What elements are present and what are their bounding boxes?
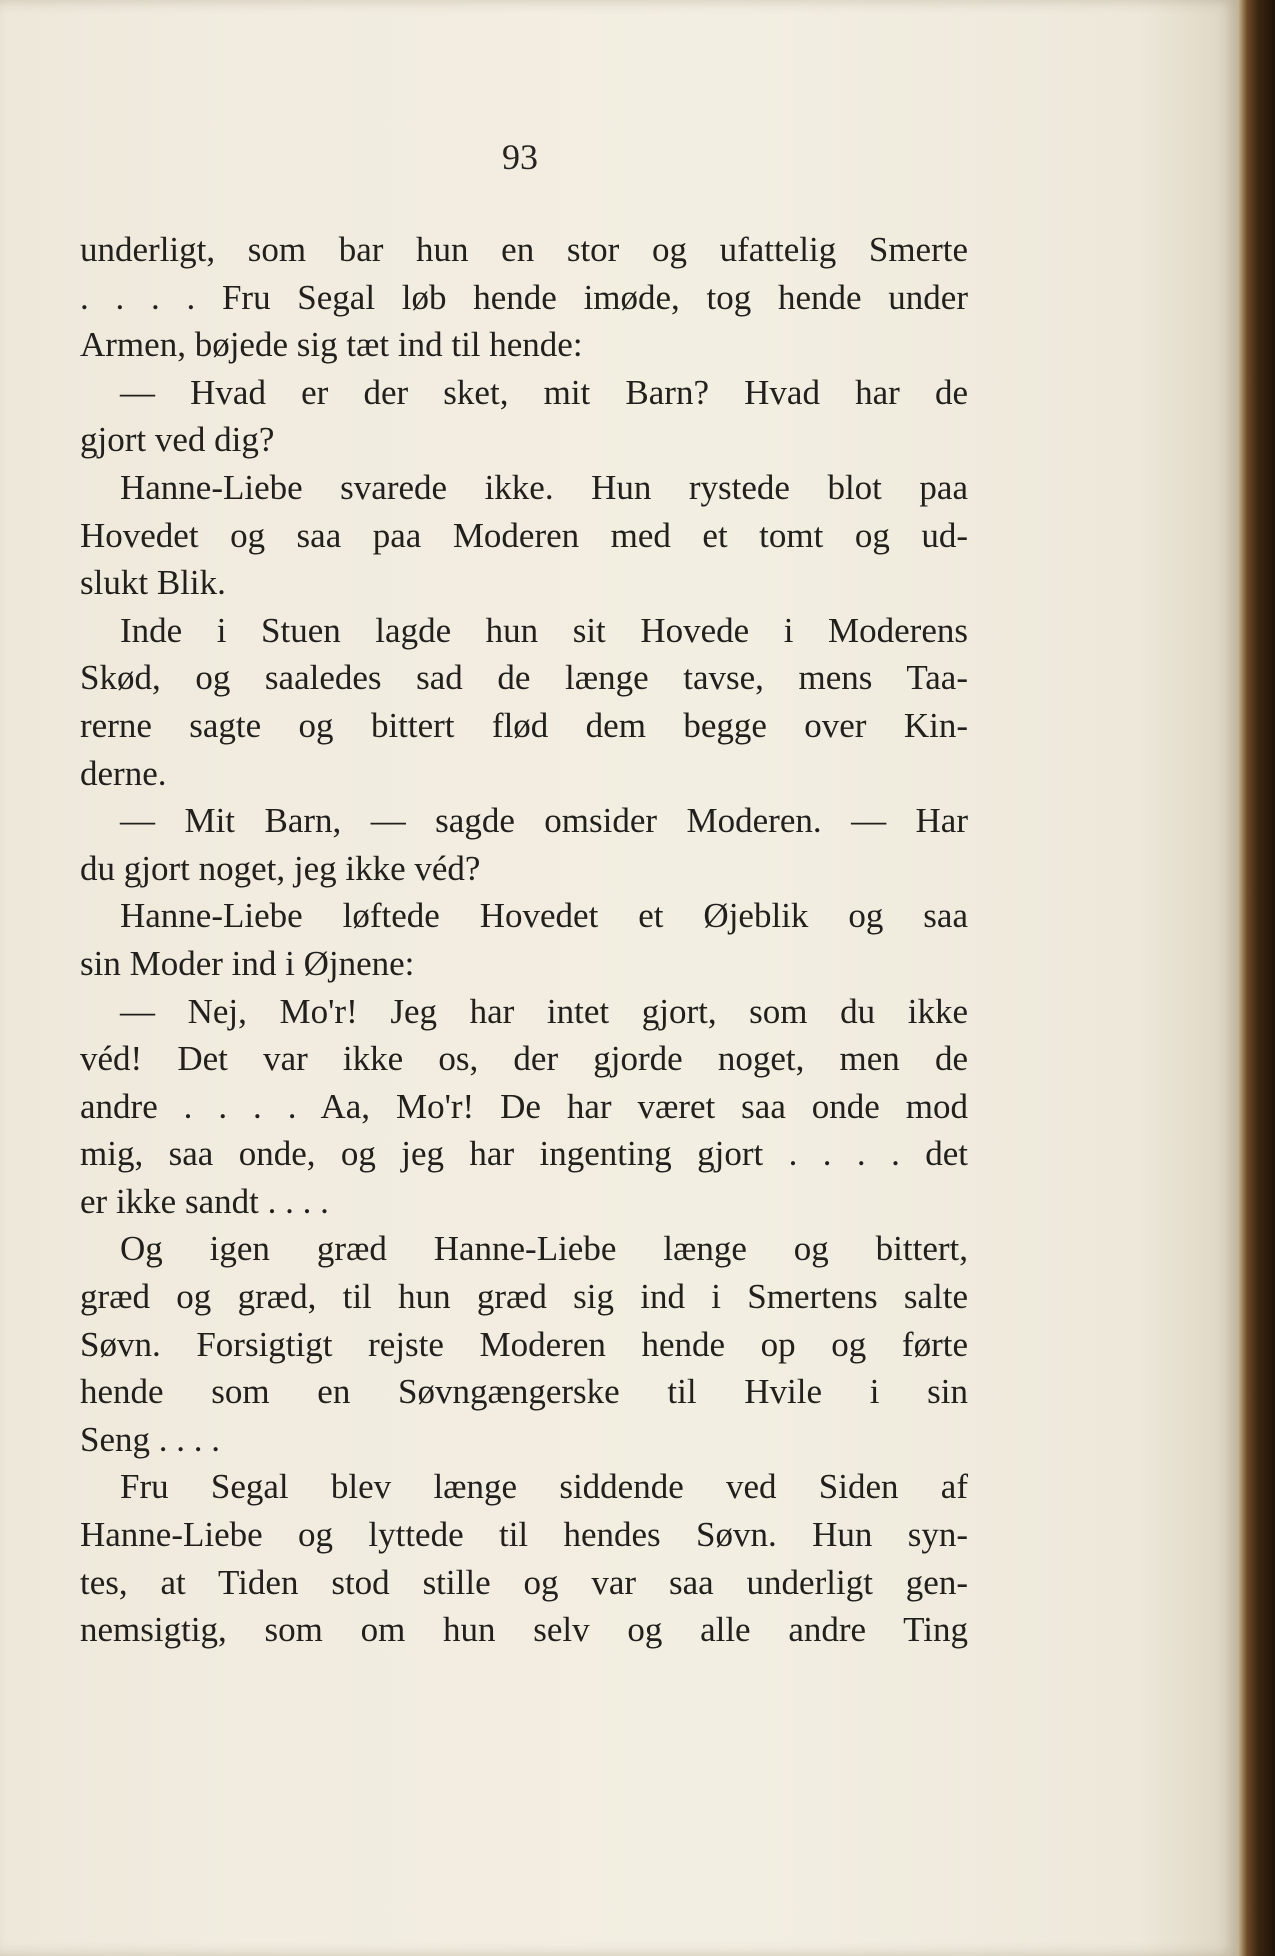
text-line: sin Moder ind i Øjnene: xyxy=(80,943,415,983)
text-line: er ikke sandt . . . . xyxy=(80,1181,329,1221)
text-line: slukt Blik. xyxy=(80,563,226,603)
text-line: Og igen græd Hanne-Liebe længe og bittert, xyxy=(120,1229,968,1269)
text-line: Hovedet og saa paa Moderen med et tomt og ud- xyxy=(80,515,968,555)
text-line: gjort ved dig? xyxy=(80,420,275,460)
text-line: — Mit Barn, — sagde omsider Moderen. — Har xyxy=(120,801,968,841)
text-line: — Hvad er der sket, mit Barn? Hvad har de xyxy=(120,372,968,412)
body-text xyxy=(80,226,968,1654)
text-line: véd! Det var ikke os, der gjorde noget, men de xyxy=(80,1039,968,1079)
text-line: derne. xyxy=(80,753,167,793)
text-line: hende som en Søvngængerske til Hvile i sin xyxy=(80,1372,968,1412)
text-line: Fru Segal blev længe siddende ved Siden af xyxy=(120,1467,968,1507)
text-line: — Nej, Mo'r! Jeg har intet gjort, som du ikke xyxy=(120,991,968,1031)
page-number: 93 xyxy=(502,137,538,177)
text-line: Inde i Stuen lagde hun sit Hovede i Moderens xyxy=(120,610,968,650)
book-spine-edge xyxy=(1238,0,1275,1956)
text-line: græd og græd, til hun græd sig ind i Smertens salte xyxy=(80,1277,968,1317)
text-line: underligt, som bar hun en stor og ufattelig Smerte xyxy=(80,230,968,269)
text-line: Seng . . . . xyxy=(80,1419,220,1459)
text-line: du gjort noget, jeg ikke véd? xyxy=(80,848,481,888)
text-line: Hanne-Liebe svarede ikke. Hun rystede blot paa xyxy=(120,467,968,507)
text-line: rerne sagte og bittert flød dem begge over Kin- xyxy=(80,705,968,745)
text-line: mig, saa onde, og jeg har ingenting gjort . . . . det xyxy=(80,1134,968,1174)
text-line: andre . . . . Aa, Mo'r! De har været saa onde mod xyxy=(80,1086,968,1126)
text-line: Skød, og saaledes sad de længe tavse, mens Taa- xyxy=(80,658,968,698)
text-line: Søvn. Forsigtigt rejste Moderen hende op og førte xyxy=(80,1324,968,1364)
text-line: nemsigtig, som om hun selv og alle andre Ting xyxy=(80,1610,968,1650)
text-line: Armen, bøjede sig tæt ind til hende: xyxy=(80,325,583,365)
text-line: Hanne-Liebe løftede Hovedet et Øjeblik og saa xyxy=(120,896,968,936)
text-line: Hanne-Liebe og lyttede til hendes Søvn. Hun syn- xyxy=(80,1515,968,1555)
text-line: . . . . Fru Segal løb hende imøde, tog hende under xyxy=(80,277,968,317)
text-line: tes, at Tiden stod stille og var saa underligt gen- xyxy=(80,1562,968,1602)
